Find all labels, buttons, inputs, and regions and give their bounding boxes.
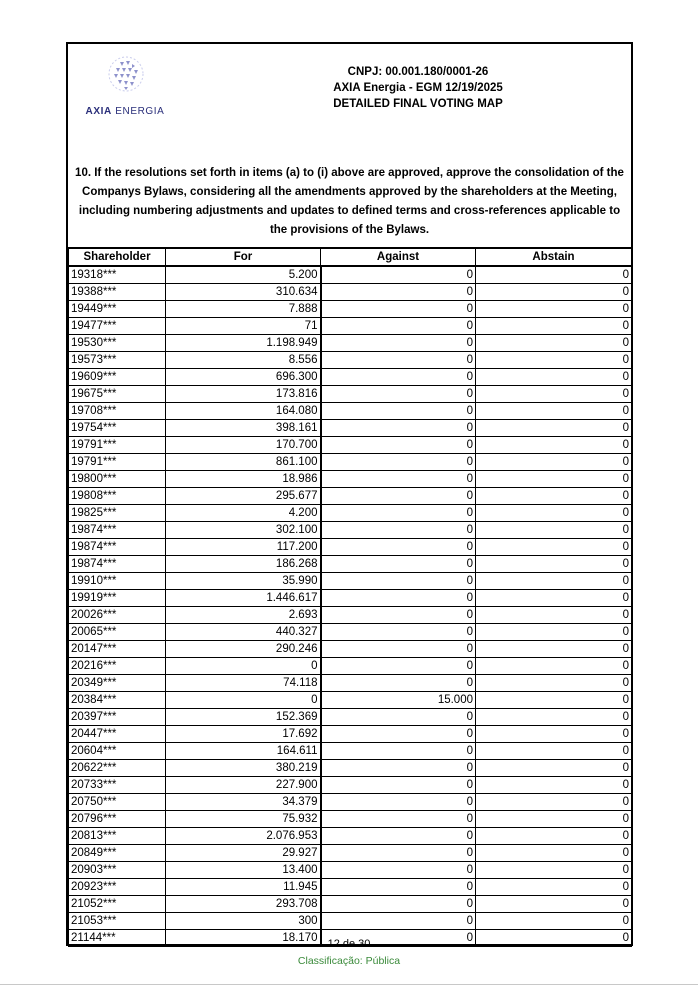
abstain-cell: 0: [476, 913, 632, 930]
shareholder-cell: 19874***: [69, 522, 166, 539]
abstain-cell: 0: [476, 607, 632, 624]
logo-wordmark: [80, 106, 170, 117]
table-row: [69, 284, 632, 301]
classification-label: Classificação: Pública: [297, 955, 401, 967]
shareholder-cell: 19791***: [69, 454, 166, 471]
against-cell: 0: [321, 675, 476, 692]
globe-mesh-icon: [106, 54, 146, 94]
shareholder-cell: 19825***: [69, 505, 166, 522]
against-cell: 0: [321, 266, 476, 284]
abstain-cell: 0: [476, 794, 632, 811]
table-row: [69, 760, 632, 777]
against-cell: 0: [321, 896, 476, 913]
shareholder-cell: 19318***: [69, 266, 166, 284]
for-cell: 75.932: [166, 811, 321, 828]
shareholder-cell: 20849***: [69, 845, 166, 862]
abstain-cell: 0: [476, 845, 632, 862]
table-row: [69, 845, 632, 862]
abstain-cell: 0: [476, 437, 632, 454]
table-row: [69, 522, 632, 539]
abstain-cell: 0: [476, 573, 632, 590]
against-cell: 0: [321, 777, 476, 794]
abstain-cell: 0: [476, 896, 632, 913]
against-cell: 0: [321, 352, 476, 369]
against-cell: 0: [321, 794, 476, 811]
abstain-cell: 0: [476, 675, 632, 692]
table-row: [69, 641, 632, 658]
against-cell: 0: [321, 437, 476, 454]
table-row: [69, 573, 632, 590]
shareholder-cell: 20733***: [69, 777, 166, 794]
column-header-shareholder: Shareholder: [69, 248, 166, 266]
for-cell: 71: [166, 318, 321, 335]
shareholder-cell: 20923***: [69, 879, 166, 896]
table-row: [69, 471, 632, 488]
against-cell: 0: [321, 828, 476, 845]
table-row: [69, 505, 632, 522]
shareholder-cell: 20604***: [69, 743, 166, 760]
table-row: [69, 811, 632, 828]
for-cell: 173.816: [166, 386, 321, 403]
abstain-cell: 0: [476, 505, 632, 522]
table-row: [69, 862, 632, 879]
abstain-cell: 0: [476, 386, 632, 403]
table-row: [69, 777, 632, 794]
abstain-cell: 0: [476, 522, 632, 539]
shareholder-cell: 19874***: [69, 539, 166, 556]
shareholder-cell: 19530***: [69, 335, 166, 352]
for-cell: 696.300: [166, 369, 321, 386]
for-cell: 293.708: [166, 896, 321, 913]
table-row: [69, 590, 632, 607]
shareholder-cell: 20349***: [69, 675, 166, 692]
table-row: [69, 369, 632, 386]
for-cell: 35.990: [166, 573, 321, 590]
against-cell: 0: [321, 301, 476, 318]
against-cell: 0: [321, 709, 476, 726]
for-cell: 164.080: [166, 403, 321, 420]
shareholder-cell: 20147***: [69, 641, 166, 658]
for-cell: 13.400: [166, 862, 321, 879]
against-cell: 0: [321, 811, 476, 828]
against-cell: 0: [321, 845, 476, 862]
abstain-cell: 0: [476, 862, 632, 879]
against-cell: 15.000: [321, 692, 476, 709]
logo-brand-bold: AXIA: [85, 106, 112, 117]
against-cell: 0: [321, 658, 476, 675]
table-row: [69, 318, 632, 335]
against-cell: 0: [321, 369, 476, 386]
shareholder-cell: 20065***: [69, 624, 166, 641]
document-header: [68, 44, 631, 247]
shareholder-cell: 19708***: [69, 403, 166, 420]
table-row: [69, 386, 632, 403]
shareholder-cell: 19874***: [69, 556, 166, 573]
page-number: 12 de 30: [327, 938, 371, 950]
for-cell: 398.161: [166, 420, 321, 437]
shareholder-cell: 20216***: [69, 658, 166, 675]
for-cell: 0: [166, 692, 321, 709]
for-cell: 7.888: [166, 301, 321, 318]
abstain-cell: 0: [476, 726, 632, 743]
column-header-against: Against: [321, 248, 476, 266]
shareholder-cell: 19800***: [69, 471, 166, 488]
against-cell: 0: [321, 930, 476, 947]
table-row: [69, 420, 632, 437]
abstain-cell: 0: [476, 760, 632, 777]
table-row: [69, 488, 632, 505]
against-cell: 0: [321, 556, 476, 573]
for-cell: 117.200: [166, 539, 321, 556]
shareholder-cell: 19477***: [69, 318, 166, 335]
table-row: [69, 896, 632, 913]
table-row: [69, 726, 632, 743]
table-row: [69, 794, 632, 811]
abstain-cell: 0: [476, 284, 632, 301]
abstain-cell: 0: [476, 454, 632, 471]
shareholder-cell: 19675***: [69, 386, 166, 403]
shareholder-cell: 19910***: [69, 573, 166, 590]
shareholder-cell: 19609***: [69, 369, 166, 386]
shareholder-cell: 19808***: [69, 488, 166, 505]
shareholder-cell: 19919***: [69, 590, 166, 607]
abstain-cell: 0: [476, 352, 632, 369]
logo-brand-light: ENERGIA: [111, 106, 165, 117]
against-cell: 0: [321, 607, 476, 624]
for-cell: 295.677: [166, 488, 321, 505]
for-cell: 1.446.617: [166, 590, 321, 607]
against-cell: 0: [321, 862, 476, 879]
for-cell: 440.327: [166, 624, 321, 641]
shareholder-cell: 20750***: [69, 794, 166, 811]
for-cell: 310.634: [166, 284, 321, 301]
for-cell: 152.369: [166, 709, 321, 726]
abstain-cell: 0: [476, 420, 632, 437]
against-cell: 0: [321, 879, 476, 896]
for-cell: 227.900: [166, 777, 321, 794]
cnpj-line: CNPJ: 00.001.180/0001-26: [347, 66, 489, 78]
against-cell: 0: [321, 488, 476, 505]
abstain-cell: 0: [476, 828, 632, 845]
against-cell: 0: [321, 471, 476, 488]
for-cell: 2.076.953: [166, 828, 321, 845]
abstain-cell: 0: [476, 709, 632, 726]
table-row: [69, 828, 632, 845]
abstain-cell: 0: [476, 641, 632, 658]
against-cell: 0: [321, 641, 476, 658]
against-cell: 0: [321, 624, 476, 641]
column-header-for: For: [166, 248, 321, 266]
against-cell: 0: [321, 760, 476, 777]
document-page: [66, 42, 633, 946]
for-cell: 8.556: [166, 352, 321, 369]
table-row: [69, 913, 632, 930]
for-cell: 164.611: [166, 743, 321, 760]
table-row: [69, 352, 632, 369]
shareholder-cell: 20813***: [69, 828, 166, 845]
for-cell: 5.200: [166, 266, 321, 284]
for-cell: 170.700: [166, 437, 321, 454]
against-cell: 0: [321, 726, 476, 743]
company-logo: [80, 54, 170, 117]
table-row: [69, 335, 632, 352]
against-cell: 0: [321, 386, 476, 403]
abstain-cell: 0: [476, 318, 632, 335]
abstain-cell: 0: [476, 692, 632, 709]
table-row: [69, 743, 632, 760]
table-row: [69, 658, 632, 675]
against-cell: 0: [321, 913, 476, 930]
table-row: [69, 266, 632, 284]
table-row: [69, 556, 632, 573]
abstain-cell: 0: [476, 266, 632, 284]
for-cell: 18.986: [166, 471, 321, 488]
table-header-row: [69, 248, 632, 266]
table-row: [69, 624, 632, 641]
against-cell: 0: [321, 590, 476, 607]
shareholder-cell: 20397***: [69, 709, 166, 726]
meeting-line: AXIA Energia - EGM 12/19/2025: [333, 82, 503, 94]
against-cell: 0: [321, 420, 476, 437]
abstain-cell: 0: [476, 811, 632, 828]
against-cell: 0: [321, 573, 476, 590]
document-title: DETAILED FINAL VOTING MAP: [333, 98, 503, 110]
abstain-cell: 0: [476, 930, 632, 947]
abstain-cell: 0: [476, 488, 632, 505]
for-cell: 290.246: [166, 641, 321, 658]
shareholder-cell: 19791***: [69, 437, 166, 454]
abstain-cell: 0: [476, 624, 632, 641]
resolution-question: 10. If the resolutions set forth in items (a) to (i) above are approved, approve the consolidation of the Companys Bylaws, considering all the amendments approved by the shareholders at the Meeting, including numbering adjustments and updates to defined terms and cross-references applicable to the provisions of the Bylaws.: [75, 167, 624, 236]
table-row: [69, 403, 632, 420]
against-cell: 0: [321, 335, 476, 352]
voting-table: [68, 247, 632, 947]
for-cell: 74.118: [166, 675, 321, 692]
against-cell: 0: [321, 403, 476, 420]
abstain-cell: 0: [476, 471, 632, 488]
shareholder-cell: 21052***: [69, 896, 166, 913]
table-row: [69, 437, 632, 454]
abstain-cell: 0: [476, 743, 632, 760]
for-cell: 4.200: [166, 505, 321, 522]
abstain-cell: 0: [476, 879, 632, 896]
against-cell: 0: [321, 505, 476, 522]
table-row: [69, 607, 632, 624]
shareholder-cell: 20796***: [69, 811, 166, 828]
shareholder-cell: 19573***: [69, 352, 166, 369]
shareholder-cell: 20026***: [69, 607, 166, 624]
abstain-cell: 0: [476, 369, 632, 386]
for-cell: 186.268: [166, 556, 321, 573]
table-row: [69, 879, 632, 896]
abstain-cell: 0: [476, 335, 632, 352]
page-bottom-divider: [0, 984, 698, 985]
shareholder-cell: 19388***: [69, 284, 166, 301]
shareholder-cell: 20903***: [69, 862, 166, 879]
for-cell: 302.100: [166, 522, 321, 539]
shareholder-cell: 20384***: [69, 692, 166, 709]
shareholder-cell: 19449***: [69, 301, 166, 318]
table-row: [69, 692, 632, 709]
for-cell: 380.219: [166, 760, 321, 777]
table-row: [69, 709, 632, 726]
table-row: [69, 301, 632, 318]
against-cell: 0: [321, 539, 476, 556]
against-cell: 0: [321, 284, 476, 301]
against-cell: 0: [321, 318, 476, 335]
for-cell: 0: [166, 658, 321, 675]
shareholder-cell: 21053***: [69, 913, 166, 930]
title-block: [248, 64, 588, 112]
for-cell: 2.693: [166, 607, 321, 624]
abstain-cell: 0: [476, 301, 632, 318]
table-body: [69, 266, 632, 947]
table-row: [69, 675, 632, 692]
abstain-cell: 0: [476, 556, 632, 573]
table-row: [69, 454, 632, 471]
for-cell: 17.692: [166, 726, 321, 743]
for-cell: 1.198.949: [166, 335, 321, 352]
abstain-cell: 0: [476, 403, 632, 420]
abstain-cell: 0: [476, 777, 632, 794]
for-cell: 18.170: [166, 930, 321, 947]
table-row: [69, 539, 632, 556]
shareholder-cell: 21144***: [69, 930, 166, 947]
abstain-cell: 0: [476, 590, 632, 607]
against-cell: 0: [321, 454, 476, 471]
for-cell: 861.100: [166, 454, 321, 471]
shareholder-cell: 20447***: [69, 726, 166, 743]
for-cell: 29.927: [166, 845, 321, 862]
abstain-cell: 0: [476, 539, 632, 556]
against-cell: 0: [321, 743, 476, 760]
for-cell: 11.945: [166, 879, 321, 896]
column-header-abstain: Abstain: [476, 248, 632, 266]
for-cell: 300: [166, 913, 321, 930]
for-cell: 34.379: [166, 794, 321, 811]
abstain-cell: 0: [476, 658, 632, 675]
shareholder-cell: 19754***: [69, 420, 166, 437]
shareholder-cell: 20622***: [69, 760, 166, 777]
against-cell: 0: [321, 522, 476, 539]
